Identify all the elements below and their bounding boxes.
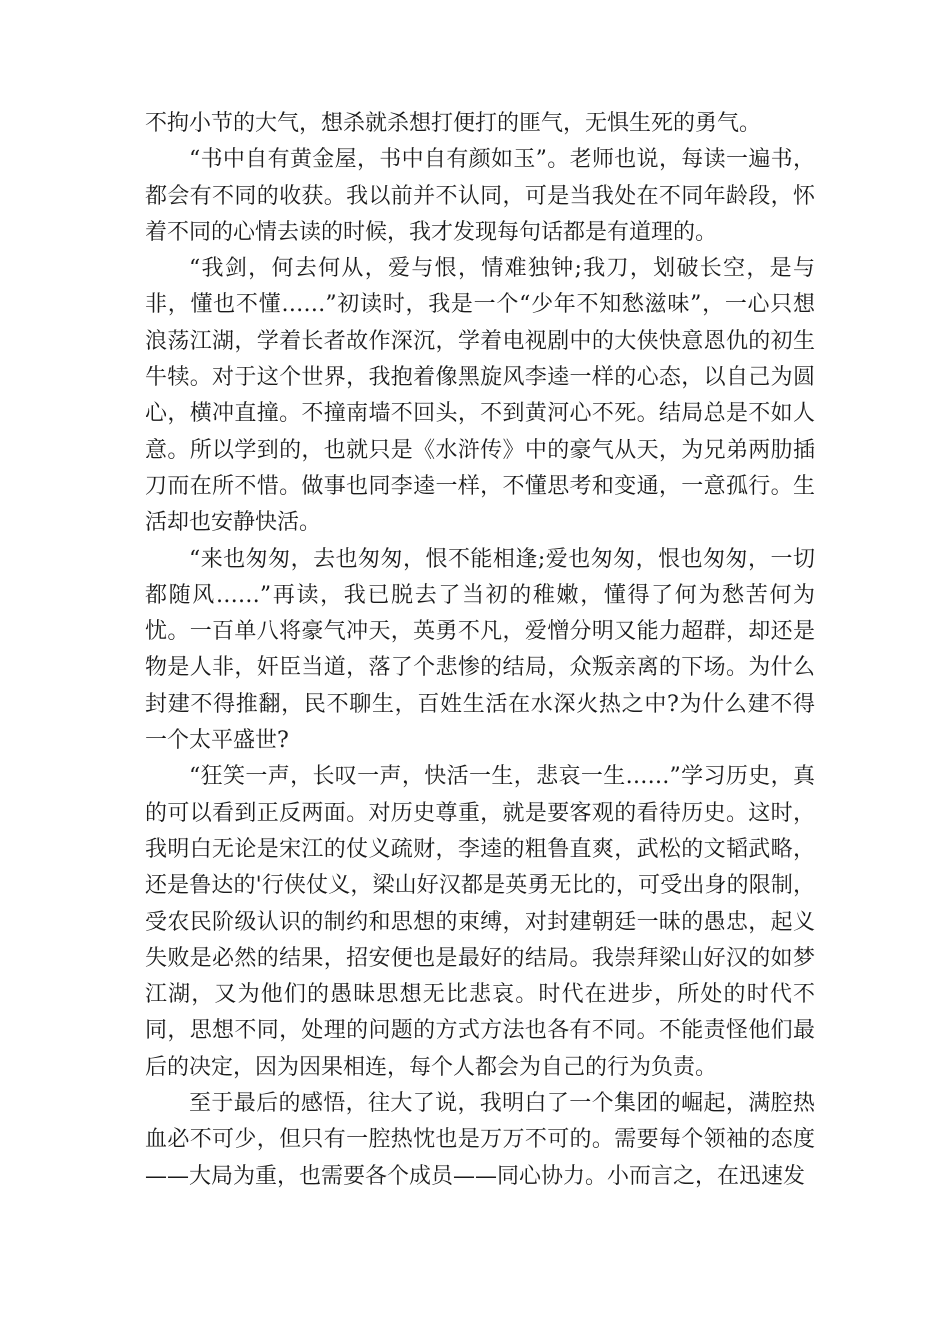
paragraph-second-reading: “来也匆匆，去也匆匆，恨不能相逢;爱也匆匆，恨也匆匆，一切都随风……”再读，我已脱去了当初的稚嫩，懂得了何为愁苦何为忧。一百单八将豪气冲天，英勇不凡，爱憎分明又能力超群，却还是物是人非，奸臣当道，落了个悲惨的结局，众叛亲离的下场。为什么封建不得推翻，民不聊生，百姓生活在水深火热之中?为什么建不得一个太平盛世?: [145, 546, 815, 754]
document-page: [145, 106, 815, 1195]
paragraph-continuation: 不拘小节的大气，想杀就杀想打便打的匪气，无惧生死的勇气。: [145, 111, 762, 136]
paragraph-first-reading: “我剑，何去何从，爱与恨，情难独钟;我刀，划破长空，是与非，懂也不懂……”初读时，我是一个“少年不知愁滋味”，一心只想浪荡江湖，学着长者故作深沉，学着电视剧中的大侠快意恩仇的初生牛犊。对于这个世界，我抱着像黑旋风李逵一样的心态，以自己为圆心，横冲直撞。不撞南墙不回头，不到黄河心不死。结局总是不如人意。所以学到的，也就只是《水浒传》中的豪气从天，为兄弟两肋插刀而在所不惜。做事也同李逵一样，不懂思考和变通，一意孤行。生活却也安静快活。: [145, 256, 815, 536]
paragraph-history-reflection: “狂笑一声，长叹一声，快活一生，悲哀一生……”学习历史，真的可以看到正反两面。对历史尊重，就是要客观的看待历史。这时，我明白无论是宋江的仗义疏财，李逵的粗鲁直爽，武松的文韬武略，还是鲁达的'行侠仗义，梁山好汉都是英勇无比的，可受出身的限制，受农民阶级认识的制约和思想的束缚，对封建朝廷一昧的愚忠，起义失败是必然的结果，招安便也是最好的结局。我崇拜梁山好汉的如梦江湖，又为他们的愚昧思想无比悲哀。时代在进步，所处的时代不同，思想不同，处理的问题的方式方法也各有不同。不能责怪他们最后的决定，因为因果相连，每个人都会为自己的行为负责。: [145, 764, 815, 1080]
paragraph-final-insight: 至于最后的感悟，往大了说，我明白了一个集团的崛起，满腔热血必不可少，但只有一腔热忱也是万万不可的。需要每个领袖的态度——大局为重，也需要各个成员——同心协力。小而言之，在迅速发: [145, 1091, 815, 1189]
paragraph-book-quote: “书中自有黄金屋，书中自有颜如玉”。老师也说，每读一遍书，都会有不同的收获。我以前并不认同，可是当我处在不同年龄段，怀着不同的心情去读的时候，我才发现每句话都是有道理的。: [145, 147, 815, 245]
